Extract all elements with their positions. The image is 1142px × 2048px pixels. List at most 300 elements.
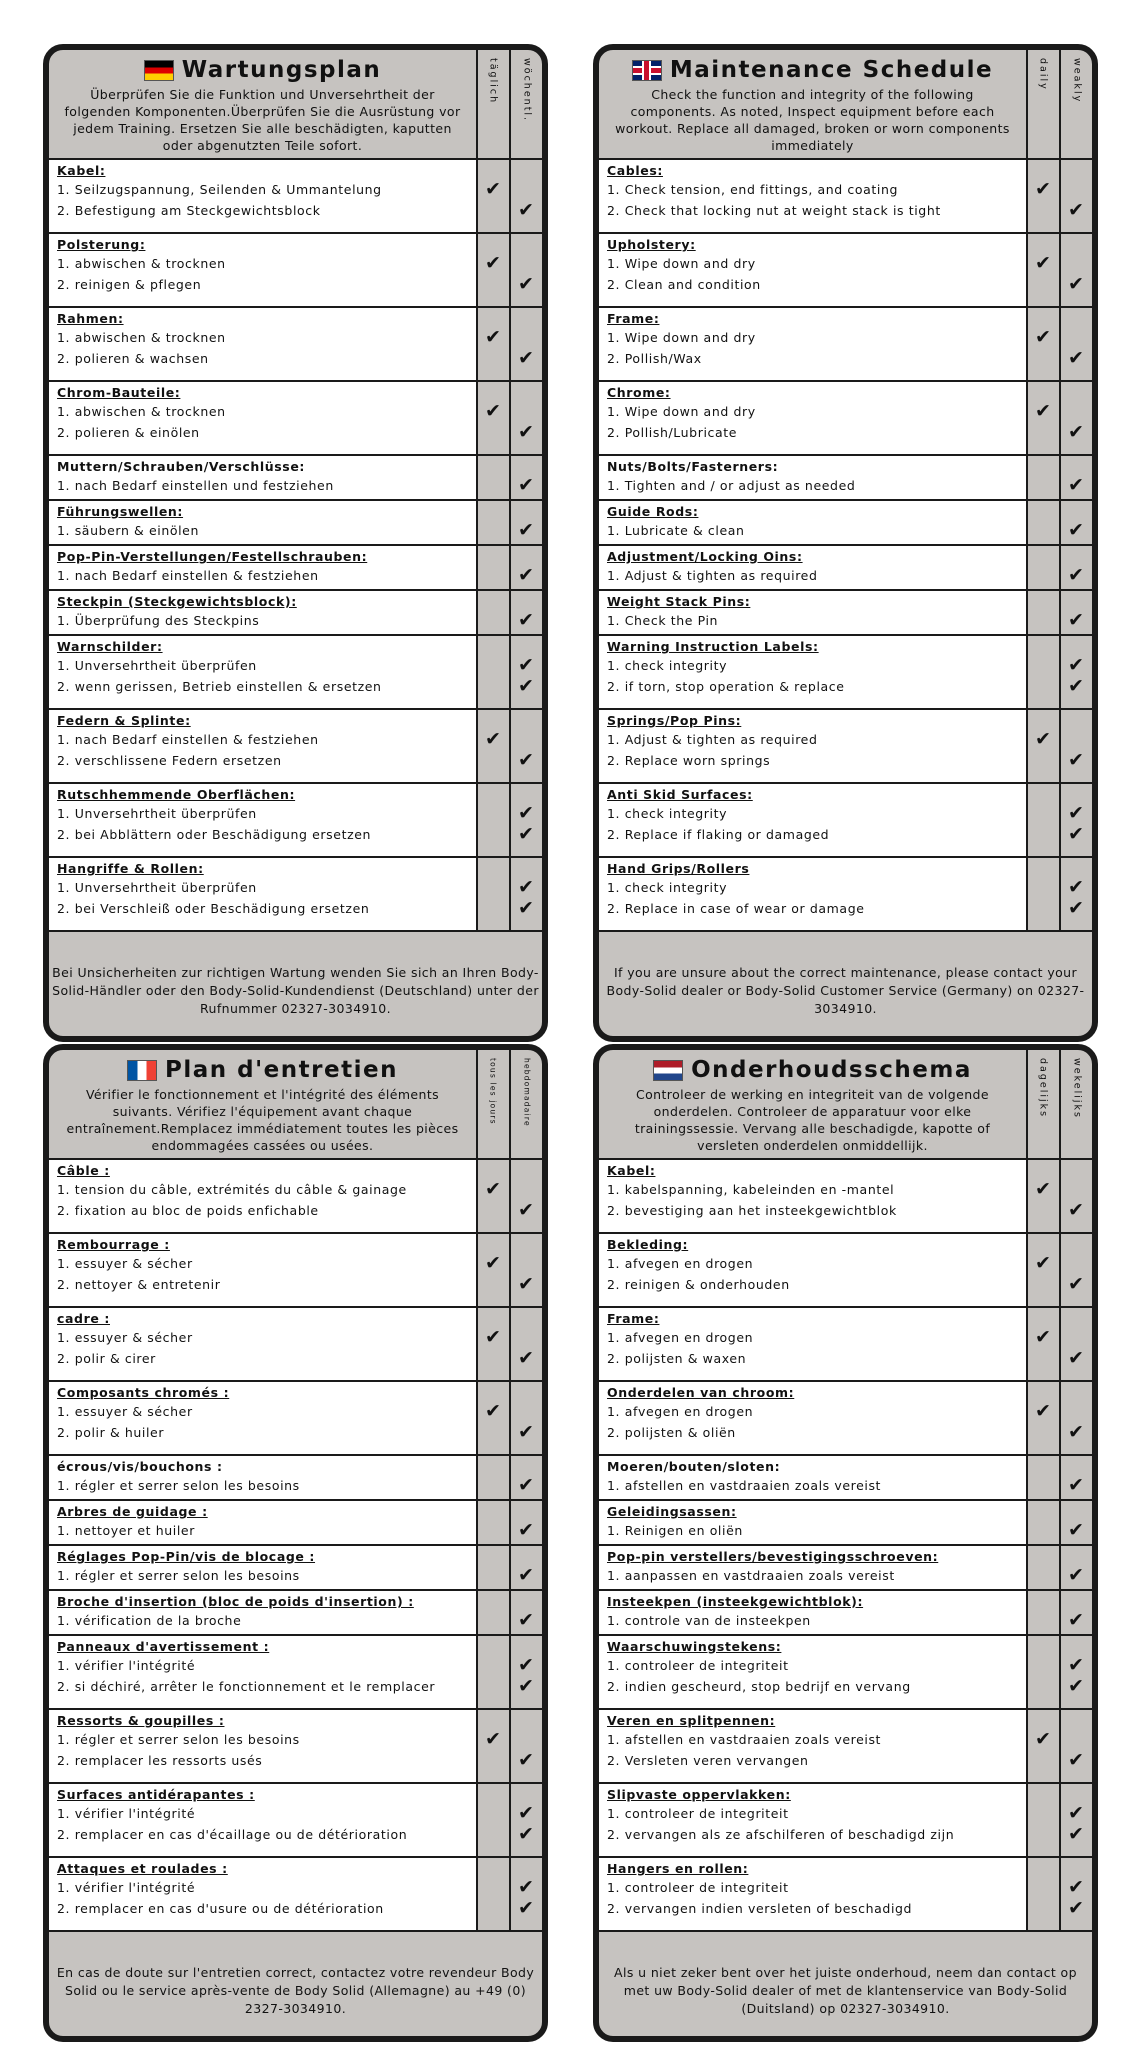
row-heading: Onderdelen van chroom: xyxy=(607,1385,795,1400)
row-item: 1. abwischen & trocknen xyxy=(57,330,226,345)
maintenance-row xyxy=(599,1858,1092,1932)
column-header-daily-label: dagelijks xyxy=(1037,1058,1049,1119)
weekly-cell xyxy=(1059,636,1092,708)
row-item: 1. vérifier l'intégrité xyxy=(57,1658,196,1673)
row-item: 2. si déchiré, arrêter le fonctionnement et le remplacer xyxy=(57,1679,436,1694)
row-heading: Arbres de guidage : xyxy=(57,1504,208,1519)
daily-cell xyxy=(476,1784,507,1856)
row-heading: Weight Stack Pins: xyxy=(607,594,751,609)
daily-cell xyxy=(1026,1858,1057,1930)
row-item: 1. régler et serrer selon les besoins xyxy=(57,1568,300,1583)
row-item: 1. tension du câble, extrémités du câble & gainage xyxy=(57,1182,407,1197)
maintenance-row xyxy=(599,1546,1092,1591)
weekly-cell xyxy=(509,710,542,782)
weekly-check-icon: ✔ xyxy=(1068,1347,1084,1369)
row-item: 1. afstellen en vastdraaien zoals vereist xyxy=(607,1732,882,1747)
maintenance-row xyxy=(599,1456,1092,1501)
maintenance-row xyxy=(599,636,1092,710)
row-text xyxy=(599,1160,1026,1232)
row-heading: Panneaux d'avertissement : xyxy=(57,1639,270,1654)
row-heading: Rahmen: xyxy=(57,311,124,326)
column-header-weekly-label: wekelijks xyxy=(1071,1058,1083,1119)
maintenance-row xyxy=(599,784,1092,858)
row-heading: Anti Skid Surfaces: xyxy=(607,787,753,802)
row-heading: Frame: xyxy=(607,1311,660,1326)
row-heading: Kabel: xyxy=(57,163,106,178)
title-row xyxy=(49,1055,476,1085)
row-item: 1. nettoyer et huiler xyxy=(57,1523,195,1538)
weekly-cell xyxy=(509,382,542,454)
daily-check-icon: ✔ xyxy=(485,326,501,348)
maintenance-row xyxy=(599,591,1092,636)
row-item: 1. afvegen en drogen xyxy=(607,1256,754,1271)
row-text xyxy=(49,1456,476,1499)
daily-cell xyxy=(476,784,507,856)
column-header-weekly-label: wöchentl. xyxy=(521,58,533,123)
row-item: 2. wenn gerissen, Betrieb einstellen & ersetzen xyxy=(57,679,382,694)
weekly-cell xyxy=(509,546,542,589)
row-text xyxy=(599,591,1026,634)
row-item: 1. controleer de integriteit xyxy=(607,1880,789,1895)
row-item: 1. check integrity xyxy=(607,658,728,673)
weekly-check-icon: ✔ xyxy=(1068,897,1084,919)
daily-cell xyxy=(1026,1160,1057,1232)
maintenance-row xyxy=(49,1501,542,1546)
maintenance-row xyxy=(599,710,1092,784)
weekly-check-icon: ✔ xyxy=(518,273,534,295)
maintenance-row xyxy=(49,501,542,546)
weekly-check-icon: ✔ xyxy=(518,654,534,676)
row-heading: Waarschuwingstekens: xyxy=(607,1639,782,1654)
row-item: 1. Check the Pin xyxy=(607,613,719,628)
daily-cell xyxy=(1026,1591,1057,1634)
row-item: 2. Clean and condition xyxy=(607,277,761,292)
row-heading: Führungswellen: xyxy=(57,504,184,519)
weekly-check-icon: ✔ xyxy=(1068,1564,1084,1586)
row-heading: Rembourrage : xyxy=(57,1237,170,1252)
row-item: 1. Lubricate & clean xyxy=(607,523,745,538)
maintenance-row xyxy=(599,501,1092,546)
column-header-daily-label: tous les jours xyxy=(488,1058,498,1125)
row-text xyxy=(599,1710,1026,1782)
column-header-daily xyxy=(1026,50,1057,158)
panel-header xyxy=(599,50,1092,160)
row-item: 2. polir & cirer xyxy=(57,1351,156,1366)
panel-french xyxy=(43,1044,548,2042)
row-text xyxy=(49,1160,476,1232)
column-header-weekly xyxy=(509,50,542,158)
column-header-daily-label: täglich xyxy=(487,58,499,105)
row-item: 2. polir & huiler xyxy=(57,1425,165,1440)
panel-intro: Überprüfen Sie die Funktion und Unversehrtheit der folgenden Komponenten.Überprüfen Sie die Ausrüstung vor jedem Training. Ersetzen Sie alle beschädigten, kaputten oder abgenutzten Teile sofort. xyxy=(64,87,461,153)
weekly-cell xyxy=(1059,456,1092,499)
panel-german xyxy=(43,44,548,1042)
row-heading: Pop-Pin-Verstellungen/Festellschrauben: xyxy=(57,549,368,564)
row-heading: Hangriffe & Rollen: xyxy=(57,861,204,876)
row-item: 1. Überprüfung des Steckpins xyxy=(57,613,260,628)
panel-footer: Als u niet zeker bent over het juiste onderhoud, neem dan contact op met uw Body-Solid dealer of met de klantenservice van Body-Solid (Duitsland) op 02327-3034910. xyxy=(614,1965,1077,2016)
daily-cell xyxy=(476,591,507,634)
weekly-check-icon: ✔ xyxy=(518,1273,534,1295)
row-item: 2. remplacer en cas d'usure ou de détérioration xyxy=(57,1901,384,1916)
title-row xyxy=(49,55,476,85)
maintenance-row xyxy=(49,1784,542,1858)
row-item: 2. bei Verschleiß oder Beschädigung ersetzen xyxy=(57,901,370,916)
maintenance-row xyxy=(49,1710,542,1784)
row-text xyxy=(599,1858,1026,1930)
maintenance-row xyxy=(599,1382,1092,1456)
weekly-cell xyxy=(1059,501,1092,544)
row-heading: Hand Grips/Rollers xyxy=(607,861,750,876)
row-item: 2. nettoyer & entretenir xyxy=(57,1277,221,1292)
maintenance-row xyxy=(599,1591,1092,1636)
weekly-check-icon: ✔ xyxy=(518,421,534,443)
row-heading: Pop-pin verstellers/bevestigingsschroeven: xyxy=(607,1549,939,1564)
daily-cell xyxy=(1026,1382,1057,1454)
daily-cell xyxy=(476,1501,507,1544)
panel-footer: Bei Unsicherheiten zur richtigen Wartung wenden Sie sich an Ihren Body-Solid-Händler oder den Body-Solid-Kundendienst (Deutschland) unter der Rufnummer 02327-3034910. xyxy=(52,965,539,1016)
row-heading: Veren en splitpennen: xyxy=(607,1713,776,1728)
panel-intro: Check the function and integrity of the following components. As noted, Inspect equipment before each workout. Replace all damaged, broken or worn components immediately xyxy=(615,87,1010,153)
row-text xyxy=(599,501,1026,544)
daily-cell xyxy=(476,501,507,544)
weekly-check-icon: ✔ xyxy=(1068,1474,1084,1496)
weekly-cell xyxy=(1059,1501,1092,1544)
title-row xyxy=(599,55,1026,85)
maintenance-row xyxy=(599,1710,1092,1784)
panel-title: Onderhoudsschema xyxy=(691,1057,972,1083)
weekly-check-icon: ✔ xyxy=(518,1199,534,1221)
weekly-cell xyxy=(509,1160,542,1232)
row-heading: Kabel: xyxy=(607,1163,656,1178)
weekly-cell xyxy=(1059,710,1092,782)
weekly-check-icon: ✔ xyxy=(1068,421,1084,443)
column-header-weekly-label: weakly xyxy=(1071,58,1083,104)
weekly-cell xyxy=(509,1591,542,1634)
daily-check-icon: ✔ xyxy=(1035,1728,1051,1750)
weekly-cell xyxy=(1059,1308,1092,1380)
row-heading: Bekleding: xyxy=(607,1237,689,1252)
weekly-check-icon: ✔ xyxy=(518,347,534,369)
column-header-weekly-label: hebdomadaire xyxy=(522,1058,532,1127)
row-item: 2. vervangen indien versleten of beschadigd xyxy=(607,1901,913,1916)
column-header-weekly xyxy=(1059,1050,1092,1158)
maintenance-rows xyxy=(49,1160,542,1932)
weekly-check-icon: ✔ xyxy=(518,1823,534,1845)
row-text xyxy=(599,784,1026,856)
row-item: 2. Pollish/Wax xyxy=(607,351,702,366)
row-text xyxy=(49,308,476,380)
column-header-daily-label: daily xyxy=(1037,58,1049,91)
daily-cell xyxy=(1026,1784,1057,1856)
column-header-daily xyxy=(476,50,507,158)
panel-title: Wartungsplan xyxy=(181,57,382,83)
maintenance-row xyxy=(49,1234,542,1308)
column-header-daily xyxy=(476,1050,507,1158)
weekly-cell xyxy=(1059,1546,1092,1589)
row-heading: Muttern/Schrauben/Verschlüsse: xyxy=(57,459,306,474)
weekly-check-icon: ✔ xyxy=(1068,823,1084,845)
daily-cell xyxy=(476,1636,507,1708)
daily-check-icon: ✔ xyxy=(1035,1252,1051,1274)
row-text xyxy=(49,501,476,544)
weekly-check-icon: ✔ xyxy=(518,609,534,631)
weekly-check-icon: ✔ xyxy=(518,823,534,845)
daily-check-icon: ✔ xyxy=(485,1178,501,1200)
row-text xyxy=(49,636,476,708)
daily-cell xyxy=(1026,591,1057,634)
weekly-check-icon: ✔ xyxy=(518,1802,534,1824)
row-item: 1. afvegen en drogen xyxy=(607,1404,754,1419)
daily-cell xyxy=(1026,1234,1057,1306)
row-item: 1. Adjust & tighten as required xyxy=(607,732,818,747)
panel-header xyxy=(599,1050,1092,1160)
weekly-check-icon: ✔ xyxy=(518,1519,534,1541)
daily-check-icon: ✔ xyxy=(1035,252,1051,274)
row-text xyxy=(599,1234,1026,1306)
weekly-check-icon: ✔ xyxy=(518,1609,534,1631)
row-item: 2. verschlissene Federn ersetzen xyxy=(57,753,282,768)
row-item: 2. Befestigung am Steckgewichtsblock xyxy=(57,203,321,218)
daily-cell xyxy=(476,1546,507,1589)
weekly-cell xyxy=(1059,1636,1092,1708)
row-heading: Ressorts & goupilles : xyxy=(57,1713,225,1728)
daily-check-icon: ✔ xyxy=(485,252,501,274)
row-item: 2. vervangen als ze afschilferen of beschadigd zijn xyxy=(607,1827,955,1842)
daily-cell xyxy=(476,1308,507,1380)
weekly-cell xyxy=(509,501,542,544)
row-heading: Adjustment/Locking Oins: xyxy=(607,549,803,564)
maintenance-row xyxy=(49,784,542,858)
column-header-daily xyxy=(1026,1050,1057,1158)
weekly-check-icon: ✔ xyxy=(518,564,534,586)
daily-cell xyxy=(1026,382,1057,454)
row-item: 1. check integrity xyxy=(607,806,728,821)
row-text xyxy=(49,160,476,232)
weekly-check-icon: ✔ xyxy=(518,876,534,898)
daily-cell xyxy=(1026,636,1057,708)
daily-cell xyxy=(476,234,507,306)
maintenance-row xyxy=(599,1160,1092,1234)
row-item: 1. Unversehrtheit überprüfen xyxy=(57,880,257,895)
row-text xyxy=(49,1636,476,1708)
weekly-cell xyxy=(509,1382,542,1454)
weekly-cell xyxy=(1059,591,1092,634)
daily-check-icon: ✔ xyxy=(485,728,501,750)
weekly-cell xyxy=(509,234,542,306)
daily-cell xyxy=(476,1858,507,1930)
maintenance-row xyxy=(599,456,1092,501)
row-heading: Réglages Pop-Pin/vis de blocage : xyxy=(57,1549,316,1564)
header-text-area xyxy=(49,50,476,158)
maintenance-row xyxy=(49,591,542,636)
weekly-check-icon: ✔ xyxy=(1068,1897,1084,1919)
daily-check-icon: ✔ xyxy=(1035,1400,1051,1422)
flag-icon xyxy=(127,1060,157,1081)
row-item: 1. abwischen & trocknen xyxy=(57,404,226,419)
row-item: 2. bevestiging aan het insteekgewichtblok xyxy=(607,1203,897,1218)
maintenance-row xyxy=(49,710,542,784)
weekly-cell xyxy=(509,1636,542,1708)
weekly-check-icon: ✔ xyxy=(1068,1749,1084,1771)
daily-check-icon: ✔ xyxy=(485,1326,501,1348)
weekly-check-icon: ✔ xyxy=(1068,1519,1084,1541)
maintenance-row xyxy=(599,858,1092,932)
row-heading: Rutschhemmende Oberflächen: xyxy=(57,787,296,802)
weekly-cell xyxy=(1059,1710,1092,1782)
row-text xyxy=(49,382,476,454)
daily-cell xyxy=(1026,546,1057,589)
row-heading: Warning Instruction Labels: xyxy=(607,639,819,654)
weekly-check-icon: ✔ xyxy=(518,749,534,771)
maintenance-row xyxy=(599,1636,1092,1710)
maintenance-rows xyxy=(49,160,542,932)
row-item: 1. Wipe down and dry xyxy=(607,330,756,345)
row-heading: Slipvaste oppervlakken: xyxy=(607,1787,791,1802)
daily-cell xyxy=(1026,784,1057,856)
row-text xyxy=(599,1501,1026,1544)
weekly-cell xyxy=(1059,784,1092,856)
row-text xyxy=(49,1546,476,1589)
weekly-cell xyxy=(1059,858,1092,930)
row-heading: Moeren/bouten/sloten: xyxy=(607,1459,781,1474)
row-heading: Federn & Splinte: xyxy=(57,713,191,728)
daily-check-icon: ✔ xyxy=(485,1728,501,1750)
daily-cell xyxy=(1026,234,1057,306)
weekly-check-icon: ✔ xyxy=(518,1654,534,1676)
weekly-cell xyxy=(1059,1234,1092,1306)
weekly-check-icon: ✔ xyxy=(1068,1199,1084,1221)
daily-check-icon: ✔ xyxy=(1035,1178,1051,1200)
maintenance-row xyxy=(49,1456,542,1501)
weekly-check-icon: ✔ xyxy=(1068,802,1084,824)
daily-cell xyxy=(476,1710,507,1782)
daily-cell xyxy=(1026,501,1057,544)
daily-cell xyxy=(1026,1546,1057,1589)
maintenance-row xyxy=(49,382,542,456)
row-item: 1. essuyer & sécher xyxy=(57,1404,193,1419)
weekly-cell xyxy=(509,160,542,232)
maintenance-row xyxy=(599,546,1092,591)
weekly-check-icon: ✔ xyxy=(1068,1802,1084,1824)
weekly-check-icon: ✔ xyxy=(1068,1876,1084,1898)
weekly-check-icon: ✔ xyxy=(1068,1273,1084,1295)
row-item: 1. Wipe down and dry xyxy=(607,404,756,419)
row-item: 1. Check tension, end fittings, and coating xyxy=(607,182,899,197)
weekly-check-icon: ✔ xyxy=(518,1876,534,1898)
row-text xyxy=(49,858,476,930)
title-row xyxy=(599,1055,1026,1085)
row-item: 1. vérifier l'intégrité xyxy=(57,1880,196,1895)
row-text xyxy=(599,1591,1026,1634)
daily-check-icon: ✔ xyxy=(485,1252,501,1274)
weekly-check-icon: ✔ xyxy=(1068,1609,1084,1631)
weekly-cell xyxy=(1059,1456,1092,1499)
row-text xyxy=(599,382,1026,454)
row-item: 1. Unversehrtheit überprüfen xyxy=(57,658,257,673)
daily-cell xyxy=(476,1591,507,1634)
row-text xyxy=(599,308,1026,380)
panel-intro: Vérifier le fonctionnement et l'intégrité des éléments suivants. Vérifiez l'équipement avant chaque entraînement.Remplacez immédiatement toutes les pièces endommagées cassées ou usées. xyxy=(66,1087,459,1153)
daily-cell xyxy=(1026,160,1057,232)
row-item: 1. controleer de integriteit xyxy=(607,1658,789,1673)
weekly-cell xyxy=(1059,160,1092,232)
row-item: 2. Check that locking nut at weight stack is tight xyxy=(607,203,941,218)
row-heading: Guide Rods: xyxy=(607,504,699,519)
daily-cell xyxy=(1026,858,1057,930)
row-heading: Geleidingsassen: xyxy=(607,1504,737,1519)
daily-cell xyxy=(476,710,507,782)
row-text xyxy=(599,1546,1026,1589)
row-text xyxy=(599,1308,1026,1380)
column-header-weekly xyxy=(1059,50,1092,158)
row-item: 1. Reinigen en oliën xyxy=(607,1523,743,1538)
daily-cell xyxy=(1026,456,1057,499)
row-item: 1. check integrity xyxy=(607,880,728,895)
weekly-cell xyxy=(1059,308,1092,380)
row-heading: Cables: xyxy=(607,163,663,178)
weekly-cell xyxy=(509,456,542,499)
row-item: 1. régler et serrer selon les besoins xyxy=(57,1732,300,1747)
row-text xyxy=(599,1636,1026,1708)
weekly-cell xyxy=(509,636,542,708)
daily-check-icon: ✔ xyxy=(485,1400,501,1422)
daily-cell xyxy=(476,546,507,589)
row-text xyxy=(599,858,1026,930)
row-item: 1. vérifier l'intégrité xyxy=(57,1806,196,1821)
row-heading: Chrom-Bauteile: xyxy=(57,385,181,400)
panel-footer: If you are unsure about the correct maintenance, please contact your Body-Solid dealer or Body-Solid Customer Service (Germany) on 02327-3034910. xyxy=(606,965,1085,1016)
weekly-check-icon: ✔ xyxy=(1068,564,1084,586)
row-item: 2. Replace worn springs xyxy=(607,753,771,768)
daily-cell xyxy=(1026,1501,1057,1544)
daily-check-icon: ✔ xyxy=(485,178,501,200)
maintenance-row xyxy=(599,308,1092,382)
row-item: 2. polieren & einölen xyxy=(57,425,200,440)
row-item: 2. remplacer en cas d'écaillage ou de détérioration xyxy=(57,1827,408,1842)
panel-title: Plan d'entretien xyxy=(165,1057,398,1083)
row-item: 2. indien gescheurd, stop bedrijf en vervang xyxy=(607,1679,911,1694)
daily-cell xyxy=(476,1160,507,1232)
row-text xyxy=(599,1784,1026,1856)
maintenance-row xyxy=(49,858,542,932)
daily-check-icon: ✔ xyxy=(1035,1326,1051,1348)
maintenance-row xyxy=(49,1546,542,1591)
weekly-cell xyxy=(1059,1591,1092,1634)
daily-cell xyxy=(476,1234,507,1306)
maintenance-row xyxy=(49,546,542,591)
weekly-check-icon: ✔ xyxy=(1068,1421,1084,1443)
row-item: 1. nach Bedarf einstellen und festziehen xyxy=(57,478,334,493)
weekly-cell xyxy=(1059,1784,1092,1856)
weekly-cell xyxy=(509,858,542,930)
daily-check-icon: ✔ xyxy=(1035,728,1051,750)
maintenance-row xyxy=(49,1591,542,1636)
header-text-area xyxy=(599,50,1026,158)
weekly-cell xyxy=(509,308,542,380)
row-text xyxy=(49,234,476,306)
weekly-check-icon: ✔ xyxy=(1068,474,1084,496)
maintenance-row xyxy=(599,1784,1092,1858)
daily-cell xyxy=(476,308,507,380)
weekly-check-icon: ✔ xyxy=(518,1675,534,1697)
weekly-check-icon: ✔ xyxy=(1068,519,1084,541)
row-item: 1. Unversehrtheit überprüfen xyxy=(57,806,257,821)
header-text-area xyxy=(599,1050,1026,1158)
row-item: 1. kabelspanning, kabeleinden en -mantel xyxy=(607,1182,895,1197)
row-text xyxy=(49,1710,476,1782)
panel-header xyxy=(49,1050,542,1160)
